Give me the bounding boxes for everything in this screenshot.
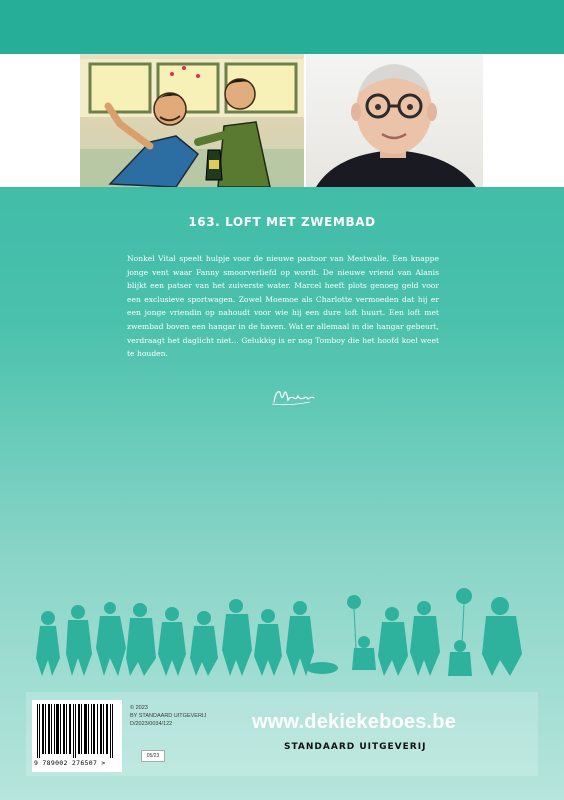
imprint-block bbox=[130, 704, 206, 728]
author-portrait bbox=[306, 54, 483, 187]
author-signature-icon bbox=[270, 386, 318, 413]
imprint-copyright: © 2023 bbox=[130, 705, 148, 711]
print-code: 05/23 bbox=[141, 750, 165, 762]
character-silhouettes bbox=[30, 588, 530, 683]
book-title: 163. LOFT MET ZWEMBAD bbox=[188, 215, 376, 229]
website-url: www.dekiekeboes.be bbox=[252, 711, 457, 733]
publisher-name: STANDAARD UITGEVERIJ bbox=[284, 742, 427, 752]
isbn-barcode bbox=[32, 700, 122, 772]
barcode-icon bbox=[36, 704, 118, 758]
book-blurb: Nonkel Vital speelt hulpje voor de nieuwe pastoor van Mestwalle. Een knappe jonge vent waar Fanny smoorverliefd op wordt. De nieuwe vriend van Alanis blijkt een patser van het zuiverste water. Marcel heeft plots genoeg geld voor een exclusieve sportwagen. Zowel Moemoe als Charlotte vermoeden dat hij er een jonge vriendin op nahoudt voor wie hij een dure loft huurt. Een loft met zwembad boven een hangar in de haven. Wat er allemaal in die hangar gebeurt, verdraagt het daglicht niet... Gelukkig is er nog Tomboy die het hoofd koel weet te houden. bbox=[127, 254, 439, 359]
comic-illustration bbox=[80, 54, 304, 187]
isbn-number: 9 789002 276507 > bbox=[34, 759, 106, 767]
imprint-publisher: BY STANDAARD UITGEVERIJ bbox=[130, 713, 207, 719]
imprint-legal-deposit: D/2023/0034/122 bbox=[130, 721, 173, 727]
top-color-band bbox=[0, 0, 564, 54]
